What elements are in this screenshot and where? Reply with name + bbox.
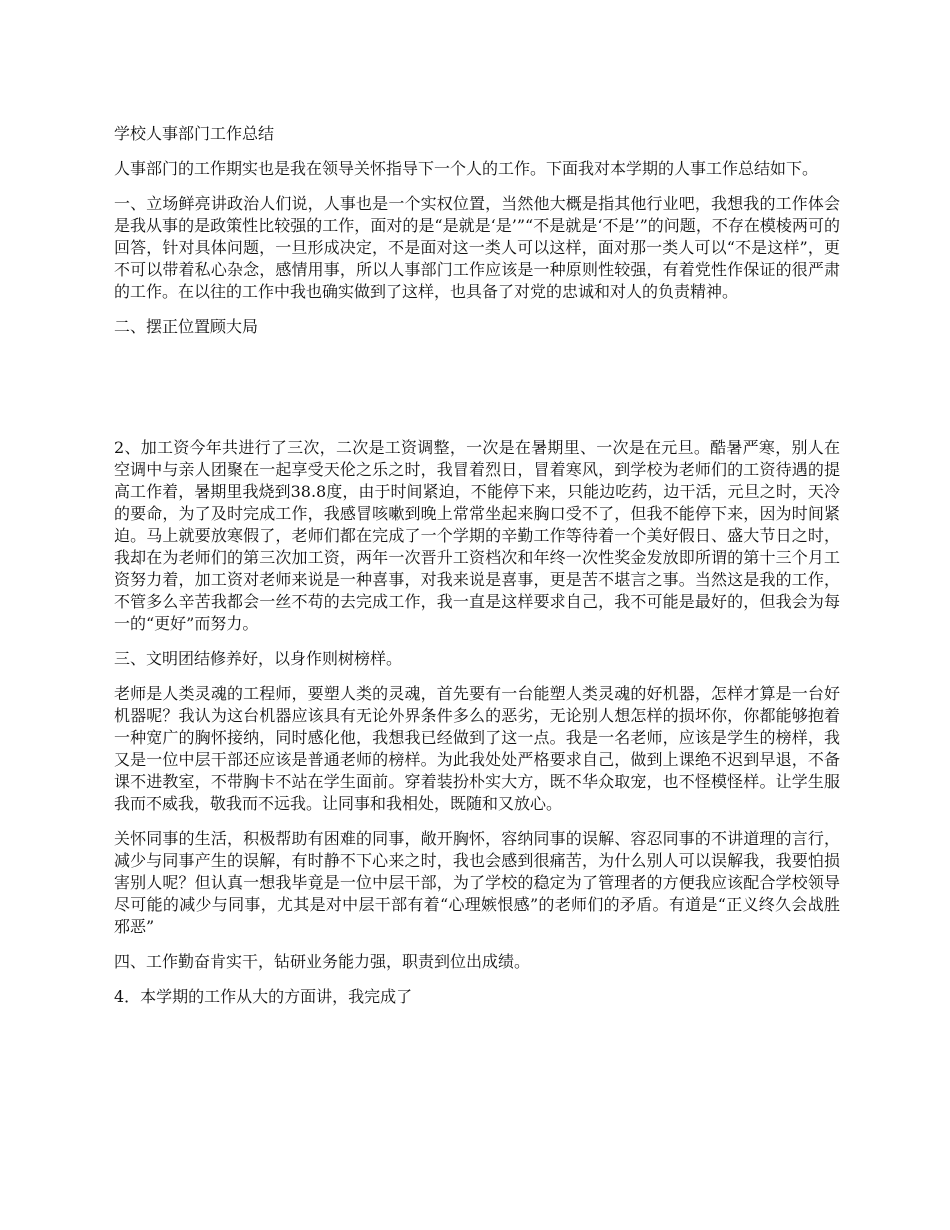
paragraph-section-1: 一、立场鲜亮讲政治人们说，人事也是一个实权位置，当然他大概是指其他行业吧，我想我的工作体会是我从事的是政策性比较强的工作，面对的是“是就是‘是’”“不是就是‘不是’”的问题，不存在模棱两可的回答，针对具体问题，一旦形成决定，不是面对这一类人可以这样，面对那一类人可以“不是这样”，更不可以带着私心杂念，感情用事，所以人事部门工作应该是一种原则性较强，有着党性作保证的很严肃的工作。在以往的工作中我也确实做到了这样，也具备了对党的忠诚和对人的负责精神。 — [114, 194, 840, 301]
heading-section-2: 二、摆正位置顾大局 — [114, 317, 259, 336]
paragraph-salary: 2、加工资今年共进行了三次，二次是工资调整，一次是在暑期里、一次是在元旦。酷暑严寒，别人在空调中与亲人团聚在一起享受天伦之乐之时，我冒着烈日，冒着寒风，到学校为老师们的工资待遇的提高工作着，暑期里我烧到38.8度，由于时间紧迫，不能停下来，只能边吃药，边干活，元旦之时，天冷的要命，为了及时完成工作，我感冒咳嗽到晚上常常坐起来胸口受不了，但我不能停下来，因为时间紧迫。马上就要放寒假了，老师们都在完成了一个学期的辛勤工作等待着一个美好假日、盛大节日之时，我却在为老师们的第三次加工资，两年一次晋升工资档次和年终一次性奖金发放即所谓的第十三个月工资努力着，加工资对老师来说是一种喜事，对我来说是喜事，更是苦不堪言之事。当然这是我的工作，不管多么辛苦我都会一丝不苟的去完成工作，我一直是这样要求自己，我不可能是最好的，但我会为每一的“更好”而努力。 — [114, 438, 840, 633]
paragraph-colleagues: 关怀同事的生活，积极帮助有困难的同事，敞开胸怀，容纳同事的误解、容忍同事的不讲道理的言行，减少与同事产生的误解，有时静不下心来之时，我也会感到很痛苦，为什么别人可以误解我，我要怕损害别人呢？但认真一想我毕竟是一位中层干部，为了学校的稳定为了管理者的方便我应该配合学校领导尽可能的减少与同事，尤其是对中层干部有着“心理嫉恨感”的老师们的矛盾。有道是“正义终久会战胜邪恶” — [114, 829, 840, 936]
blank-space — [114, 351, 840, 437]
heading-section-3: 三、文明团结修养好，以身作则树榜样。 — [114, 649, 403, 668]
heading-section-4: 四、工作勤奋肯实干，钻研业务能力强，职责到位出成绩。 — [114, 952, 531, 971]
document-title: 学校人事部门工作总结 — [114, 124, 275, 143]
paragraph-intro: 人事部门的工作期实也是我在领导关怀指导下一个人的工作。下面我对本学期的人事工作总结如下。 — [114, 159, 819, 178]
paragraph-item-4: 4．本学期的工作从大的方面讲，我完成了 — [114, 987, 413, 1006]
paragraph-role-model: 老师是人类灵魂的工程师，要塑人类的灵魂，首先要有一台能塑人类灵魂的好机器，怎样才算是一台好机器呢？我认为这台机器应该具有无论外界条件多么的恶劣，无论别人想怎样的损坏你，你都能够抱着一种宽广的胸怀接纳，同时感化他，我想我已经做到了这一点。我是一名老师，应该是学生的榜样，我又是一位中层干部还应该是普通老师的榜样。为此我处处严格要求自己，做到上课绝不迟到早退，不备课不进教室，不带胸卡不站在学生面前。穿着装扮朴实大方，既不华众取宠，也不怪模怪样。让学生服我而不威我，敬我而不远我。让同事和我相处，既随和又放心。 — [114, 684, 840, 813]
document-page — [114, 123, 840, 1021]
